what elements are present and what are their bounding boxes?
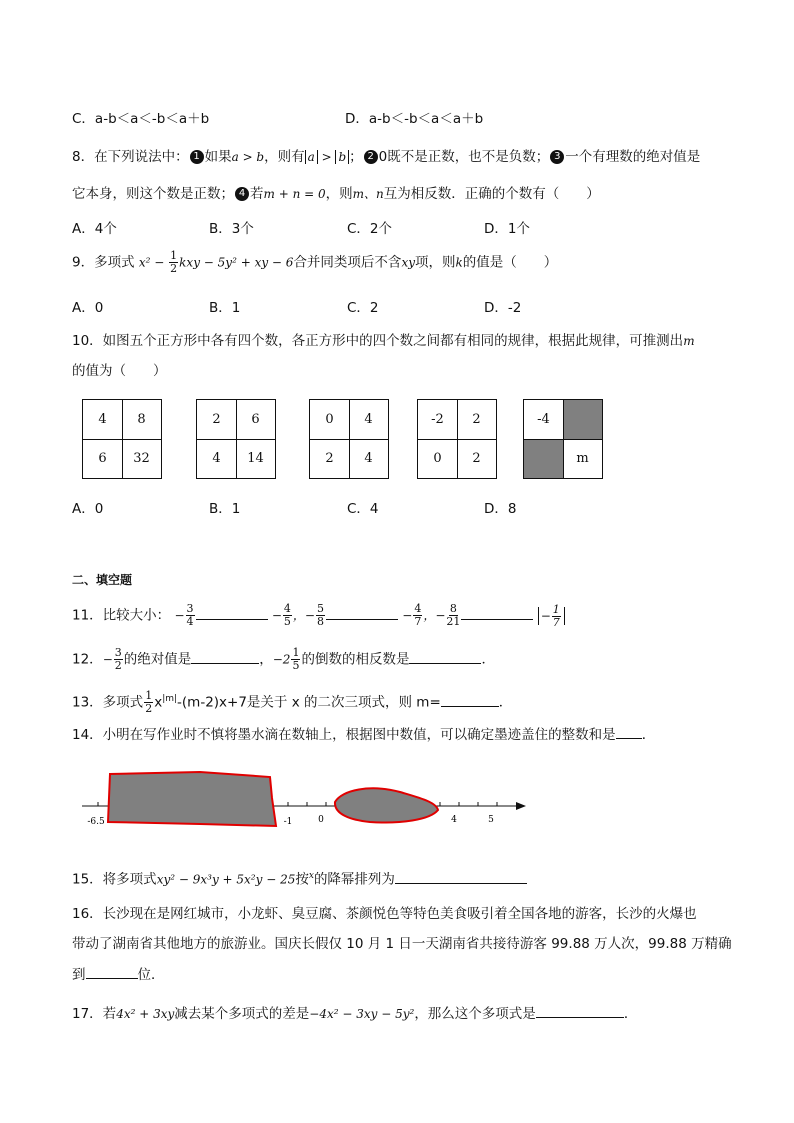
q7-option-d: D．a-b＜-b＜a＜a＋b — [345, 111, 484, 127]
axis-label: 4 — [451, 815, 457, 825]
q9-option-d: D．-2 — [484, 300, 522, 316]
q7-option-c: C．a-b＜a＜-b＜a＋b — [72, 111, 210, 127]
square-2-cell: 6 — [251, 412, 260, 427]
square-4 — [417, 399, 497, 479]
square-3-cell: 4 — [364, 412, 373, 427]
square-4-cell: 0 — [433, 451, 442, 466]
square-5-cell-m: m — [576, 451, 589, 466]
circle-number-1: 1 — [190, 150, 204, 164]
section-heading: 二、填空题 — [72, 573, 133, 587]
ink-blot-right — [335, 788, 438, 822]
axis-label: -1 — [283, 817, 293, 827]
square-1-cell: 32 — [133, 451, 150, 466]
square-1 — [82, 399, 162, 479]
square-4-cell: 2 — [472, 412, 481, 427]
square-1-cell: 6 — [98, 451, 107, 466]
q8-option-a: A．4个 — [72, 221, 117, 237]
square-3-cell: 0 — [325, 412, 334, 427]
number-line-figure — [80, 768, 530, 832]
q8-line1: 8．在下列说法中： 1 如果a > b，则有 a > b ； 2 0既不是正数，也不是负数； 3 一个有理数的绝对值是 — [72, 149, 701, 165]
q10-option-a: A．0 — [72, 501, 104, 517]
q9-option-a: A．0 — [72, 300, 104, 316]
q16-line1: 16．长沙现在是网红城市，小龙虾、臭豆腐、茶颜悦色等特色美食吸引着全国各地的游客，长沙的火爆也 — [72, 906, 697, 922]
axis-label: -6.5 — [87, 817, 105, 827]
q17-line: 17．若4x² + 3xy减去某个多项式的差是−4x² − 3xy − 5y²，那么这个多项式是 ． — [72, 1003, 637, 1024]
circle-number-3: 3 — [550, 150, 564, 164]
q10-option-c: C．4 — [347, 501, 379, 517]
q9-option-c: C．2 — [347, 300, 379, 316]
q10-line1: 10．如图五个正方形中各有四个数，各正方形中的四个数之间都有相同的规律，根据此规律，可推测出m — [72, 333, 695, 349]
square-2-cell: 2 — [212, 412, 221, 427]
shaded-cell — [524, 439, 563, 478]
square-2 — [196, 399, 276, 479]
q10-option-b: B．1 — [209, 501, 241, 517]
axis-label: 0 — [318, 815, 324, 825]
square-2-cell: 4 — [212, 451, 221, 466]
square-2-cell: 14 — [247, 451, 264, 466]
shaded-cell — [563, 400, 602, 439]
ink-blot-left — [108, 772, 276, 826]
q8-option-c: C．2个 — [347, 221, 393, 237]
q8-option-b: B．3个 — [209, 221, 254, 237]
number-line-arrow — [516, 802, 526, 810]
square-5 — [523, 399, 603, 479]
square-4-cell: 2 — [472, 451, 481, 466]
q11-line: 11．比较大小： − $\frac{3}{4}$ − $\frac{4}{5}$ ，− $\frac{5}{8}$ − $\frac{4}{7}$ ，− $\frac{8}{21}$ − $\frac{1}{7}$ — [72, 603, 565, 629]
circle-number-4: 4 — [235, 187, 249, 201]
q10-option-d: D．8 — [484, 501, 517, 517]
q9-option-b: B．1 — [209, 300, 241, 316]
q15-line: 15．将多项式xy² − 9x³y + 5x²y − 25按$^x$的降幂排列为 — [72, 866, 527, 890]
square-4-cell: -2 — [431, 412, 444, 427]
square-1-cell: 8 — [137, 412, 146, 427]
square-5-cell: -4 — [537, 412, 550, 427]
q16-line3: 到 位． — [72, 964, 165, 985]
q12-line: 12．− $\frac{3}{2}$ 的绝对值是 ，−2 $\frac{1}{5}$ 的倒数的相反数是 ． — [72, 646, 495, 672]
axis-label: 5 — [488, 815, 494, 825]
circle-number-2: 2 — [364, 150, 378, 164]
q14-line: 14．小明在写作业时不慎将墨水滴在数轴上，根据图中数值，可以确定墨迹盖住的整数和是 ． — [72, 724, 655, 745]
square-3-cell: 2 — [325, 451, 334, 466]
q8-line2: 它本身，则这个数是正数； 4 若m + n = 0，则m、n互为相反数．正确的个数有（ ） — [72, 186, 600, 202]
q16-line2: 带动了湖南省其他地方的旅游业。国庆长假仅 10 月 1 日一天湖南省共接待游客 99.88 万人次，99.88 万精确 — [72, 936, 732, 952]
square-1-cell: 4 — [98, 412, 107, 427]
q10-line2: 的值为（ ） — [72, 363, 167, 379]
square-3-cell: 4 — [364, 451, 373, 466]
q9-line: 9．多项式 x² − $\frac{1}{2}$ kxy − 5y² + xy − 6合并同类项后不含xy项，则k的值是（ ） — [72, 249, 558, 275]
q13-line: 13．多项式 $\frac{1}{2}$ $x^{|m|}-(m-2)x+7$是关于 x 的二次三项式，则 m= ． — [72, 689, 513, 715]
square-3 — [309, 399, 389, 479]
q8-option-d: D．1个 — [484, 221, 530, 237]
